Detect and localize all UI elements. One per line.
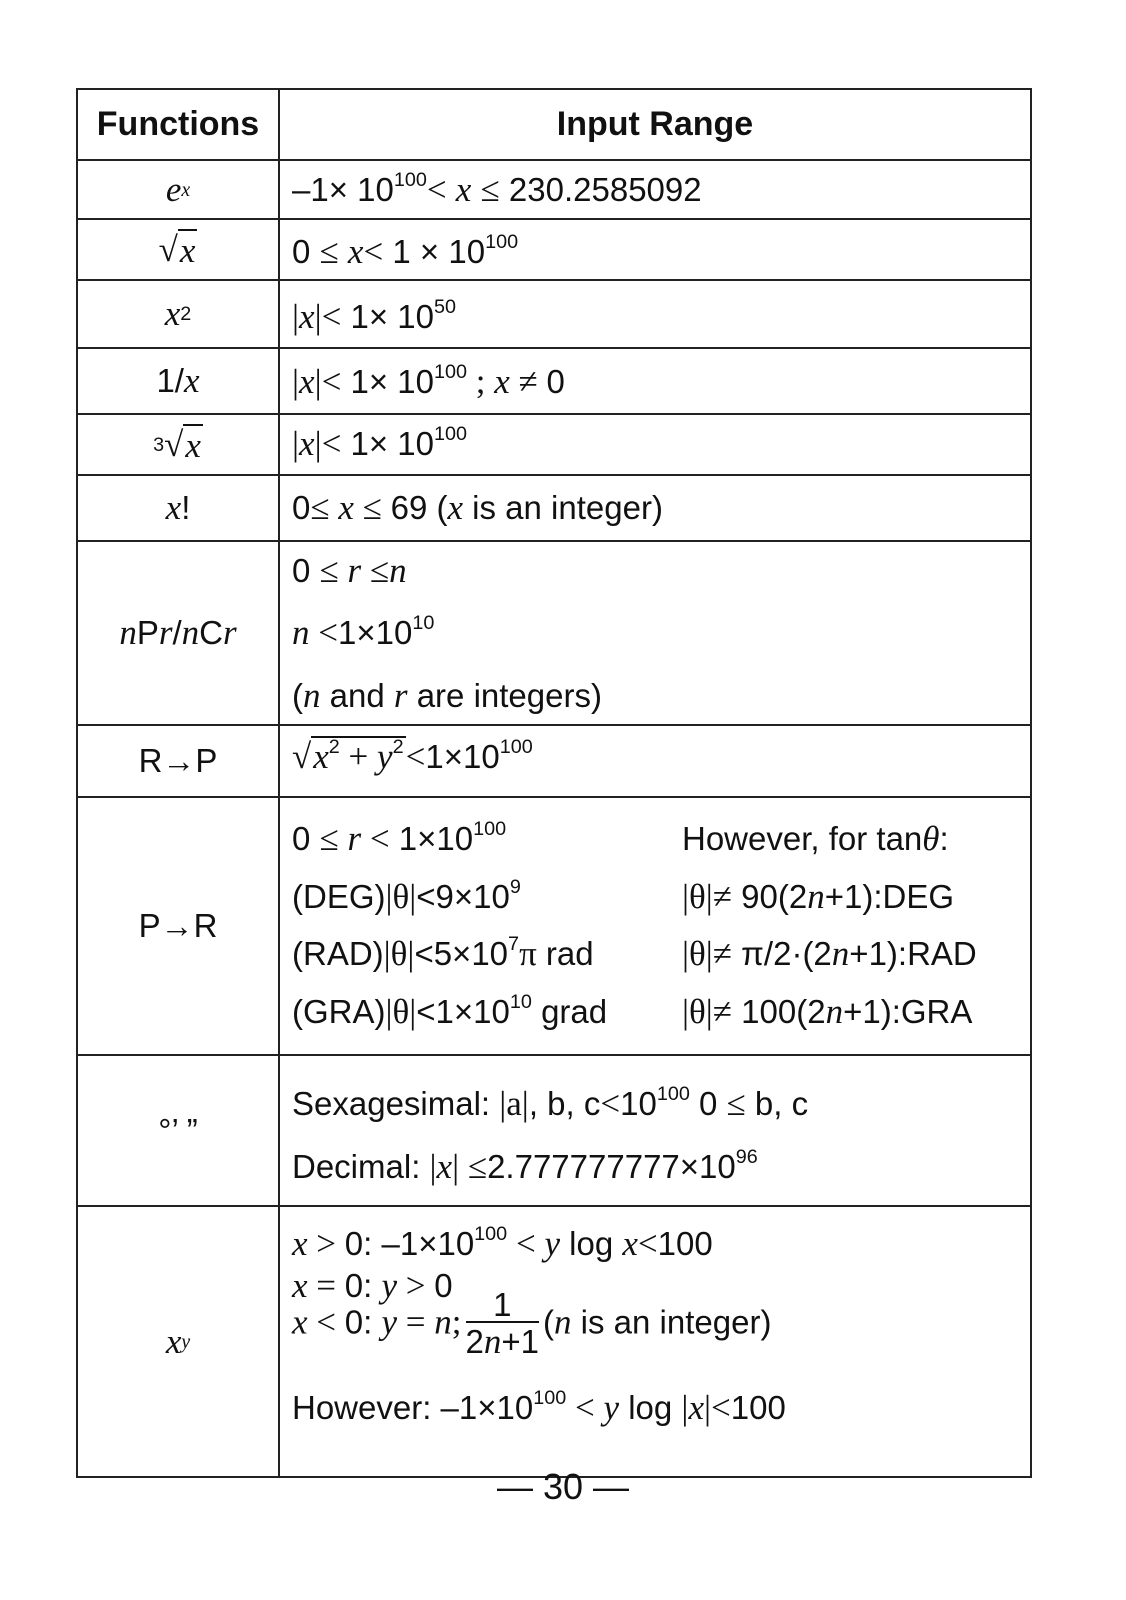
range-text: Decimal: [292,1148,430,1185]
var-y: y [381,1302,398,1342]
semicolon: ; [451,1302,462,1342]
tan-note-line-4 [682,993,972,1032]
var-x: x [292,1224,308,1263]
function-cube-root: 3 √ x [153,424,201,465]
abs-bar: | [314,424,322,463]
range-text: 90(2 [732,878,808,915]
equals: = [397,1302,435,1342]
semicolon: ; [467,362,495,401]
fn-base: e [165,169,182,209]
abs-theta: |θ| [682,934,713,973]
var-r: r [338,819,370,858]
var-n: n [554,1302,572,1342]
less-than: < [711,1388,731,1427]
range-exponent: 10 [412,612,435,635]
range-text: ( [543,1303,555,1341]
var-n: n [483,1322,502,1361]
range-exponent: 100 [434,361,468,384]
less-than: < [321,297,342,336]
column-divider [278,88,280,1478]
range-text: 0 [292,820,320,857]
function-factorial [78,476,278,540]
range-exp [292,171,702,210]
less-than: < [309,613,338,652]
less-equal: ≤ [369,551,390,590]
not-equal: ≠ [509,362,547,401]
tan-note-line-1 [682,820,949,859]
range-text: and [320,677,394,714]
function-polar-to-rect [78,798,278,1054]
var-y: y [544,1224,560,1263]
range-text: However, for tan [682,820,923,857]
range-text: 1 × 10 [383,233,486,270]
less-equal: ≤ [480,170,500,209]
fn-var: x [183,361,200,400]
less-than: < [321,362,342,401]
greater-than: > [307,1224,345,1263]
range-text: is an integer) [571,1303,772,1341]
range-text: 0: [344,1267,382,1304]
var-x: x [447,488,464,527]
less-than: < [307,1302,345,1342]
range-text: 100 [730,1389,786,1426]
var-n: n [434,1302,452,1342]
fn-text: P→R [138,907,218,944]
range-text: is an integer) [463,489,663,526]
range-power-line-1 [292,1225,713,1264]
range-text: However: –1×10 [292,1389,534,1426]
range-text: 1×10 [389,820,474,857]
var-x: x [292,1302,308,1342]
range-exponent: 50 [434,296,457,319]
range-pr-line-2 [292,878,521,917]
fn-var: r [223,613,237,652]
var-x: x [494,362,510,401]
range-text: are integers) [407,677,602,714]
range-text: log [559,1225,623,1262]
fraction [466,1288,539,1362]
range-text: 2 [465,1323,484,1360]
fn-var: x [185,425,201,465]
equals: = [307,1266,345,1305]
fn-text: °’ ” [158,1111,198,1149]
less-than: < [405,737,426,776]
abs-theta: |θ| [385,877,417,916]
function-power: x y [165,1322,191,1361]
range-text: +1):GRA [843,993,973,1030]
less-equal: ≤ [319,819,339,858]
less-than: < [507,1224,545,1263]
fn-text: / [172,614,182,651]
radical-symbol: √ [292,737,312,776]
abs-theta: |θ| [682,877,713,916]
header-functions: Functions [96,105,260,143]
var-x: x [436,1147,453,1186]
abs-bar: | [452,1147,460,1186]
range-text: log [619,1389,682,1426]
range-text: 0 [292,233,320,270]
range-text: (RAD) [292,935,384,972]
fraction-numerator: 1 [466,1288,539,1323]
abs-bar: | [292,424,300,463]
less-than: < [566,1388,604,1427]
var-x: x [455,170,472,209]
range-reciprocal [292,363,565,402]
range-text: 1× 10 [341,425,434,462]
less-equal: ≤ [319,551,339,590]
range-text: 0 [292,552,320,589]
var-x: x [292,1266,308,1305]
not-equal: ≠ [712,877,732,916]
range-npr-line-3 [292,677,602,716]
tan-note-line-3 [682,935,977,974]
var-x: x [347,232,364,271]
var-x: x [313,737,329,776]
var-x: x [688,1388,704,1427]
abs-bar: | [429,1147,437,1186]
radical-symbol: √ [164,424,184,464]
var-n: n [389,551,407,590]
range-pr-line-3 [292,935,594,974]
var-x: x [622,1224,638,1263]
abs-a: |a| [499,1084,529,1123]
function-degrees-minutes-seconds [78,1056,278,1205]
function-permutation-combination [78,542,278,724]
range-text: Sexagesimal: [292,1085,500,1122]
range-text: b, c [745,1085,809,1122]
fn-text: C [199,614,224,651]
range-cube-root [292,425,467,464]
range-exponent: 100 [533,1387,567,1410]
pi-symbol: π [519,934,537,973]
abs-bar: | [681,1388,689,1427]
var-y: y [381,1266,398,1305]
var-n: n [807,877,825,916]
range-text: +1):DEG [824,878,955,915]
range-text: 10 [620,1085,657,1122]
range-text: 0: –1×10 [344,1225,475,1262]
range-text: 69 ( [390,489,448,526]
function-rect-to-polar [78,726,278,796]
fn-var: x [165,1322,182,1361]
range-text: <1×10 [416,993,510,1030]
range-text: 0: [344,1303,382,1341]
var-n: n [303,676,321,715]
exponent: 2 [392,736,404,759]
range-text: +1):RAD [849,935,977,972]
range-text: 2.777777777×10 [487,1148,736,1185]
var-r: r [393,676,408,715]
abs-theta: |θ| [682,992,713,1031]
range-text: 0 [546,363,565,400]
range-exponent: 100 [393,169,427,192]
range-text: 100 [657,1225,713,1262]
var-x: x [299,297,315,336]
range-text: –1× 10 [292,171,394,208]
abs-bar: | [703,1388,711,1427]
fn-var: x [165,488,182,527]
range-dms-line-1 [292,1085,808,1124]
function-square: x 2 [164,294,192,333]
range-text: rad [536,935,594,972]
range-text: <9×10 [416,878,510,915]
less-equal: ≤ [310,488,339,527]
range-text: : [939,820,949,857]
less-than: < [321,424,342,463]
plus: + [339,737,378,776]
range-factorial [292,489,663,528]
range-text: grad [531,993,608,1030]
range-square [292,298,456,337]
range-text: , b, c [528,1085,601,1122]
range-exponent: 96 [735,1146,758,1169]
abs-bar: | [314,297,322,336]
fraction-denominator [466,1323,539,1362]
var-x: x [299,362,315,401]
range-text: 0 [689,1085,727,1122]
range-exponent: 100 [499,736,533,759]
range-exponent: 100 [656,1083,690,1106]
less-than: < [426,170,447,209]
function-exp: e x [165,169,191,209]
range-text: π/2·(2 [732,935,832,972]
range-exponent: 100 [473,818,507,841]
range-exponent: 100 [434,423,468,446]
range-pr-line-1 [292,820,506,859]
fn-var: n [181,613,200,652]
var-x: x [338,488,354,527]
function-reciprocal [78,349,278,413]
range-sqrt [292,233,518,272]
fn-var: n [119,613,137,652]
range-text: 1× 10 [341,298,434,335]
range-power-line-4 [292,1389,786,1428]
range-text: 100(2 [732,993,826,1030]
not-equal: ≠ [712,992,732,1031]
fn-text: R→P [138,742,218,779]
fn-text: ! [181,489,191,526]
range-exponent: 7 [508,933,520,956]
var-n: n [831,934,850,973]
range-text: (DEG) [292,878,386,915]
fn-var: x [164,294,181,333]
range-pr-line-4 [292,993,607,1032]
var-y: y [603,1388,620,1427]
range-text: 1×10 [338,614,413,651]
less-equal: ≤ [353,488,391,527]
range-npr-line-1 [292,552,407,591]
less-equal: ≤ [319,232,339,271]
abs-bar: | [314,362,322,401]
range-text: 1×10 [425,738,500,775]
radical-symbol: √ [158,229,178,269]
fn-text: P [136,614,159,651]
abs-theta: |θ| [385,992,417,1031]
range-exponent: 100 [485,231,519,254]
range-text: ( [292,677,303,714]
abs-bar: | [292,297,300,336]
range-npr-line-2 [292,614,434,653]
range-power-line-3 [292,1288,771,1362]
range-text: 1× 10 [341,363,434,400]
not-equal: ≠ [712,934,732,973]
fn-var: r [158,613,173,652]
range-dms-line-2 [292,1148,758,1187]
fn-text: 1/ [156,362,184,399]
var-y: y [377,737,393,776]
tan-note-line-2 [682,878,954,917]
function-sqrt [78,220,278,279]
var-theta: θ [922,819,940,858]
range-text: 0 [434,1267,453,1304]
less-equal: ≤ [726,1084,746,1123]
range-text: (GRA) [292,993,386,1030]
less-than: < [600,1084,621,1123]
fn-var: x [179,230,196,270]
range-text: 0 [292,489,311,526]
exponent: 2 [328,736,340,759]
less-than: < [363,232,384,271]
range-text: +1 [501,1323,540,1360]
less-than: < [637,1224,658,1263]
var-n: n [825,992,844,1031]
var-x: x [299,424,315,463]
range-exponent: 9 [509,876,521,899]
var-r: r [338,551,370,590]
abs-bar: | [292,362,300,401]
range-text: <5×10 [414,935,509,972]
abs-theta: |θ| [383,934,415,973]
range-exponent: 100 [474,1223,508,1246]
less-than: < [369,819,390,858]
range-value: 230.2585092 [508,171,702,208]
page-number: — 30 — [496,1466,630,1507]
range-exponent: 10 [509,991,532,1014]
var-n: n [292,613,310,652]
header-input-range: Input Range [556,105,754,143]
range-rect-to-polar [292,738,533,777]
less-equal: ≤ [459,1147,488,1186]
greater-than: > [397,1266,435,1305]
